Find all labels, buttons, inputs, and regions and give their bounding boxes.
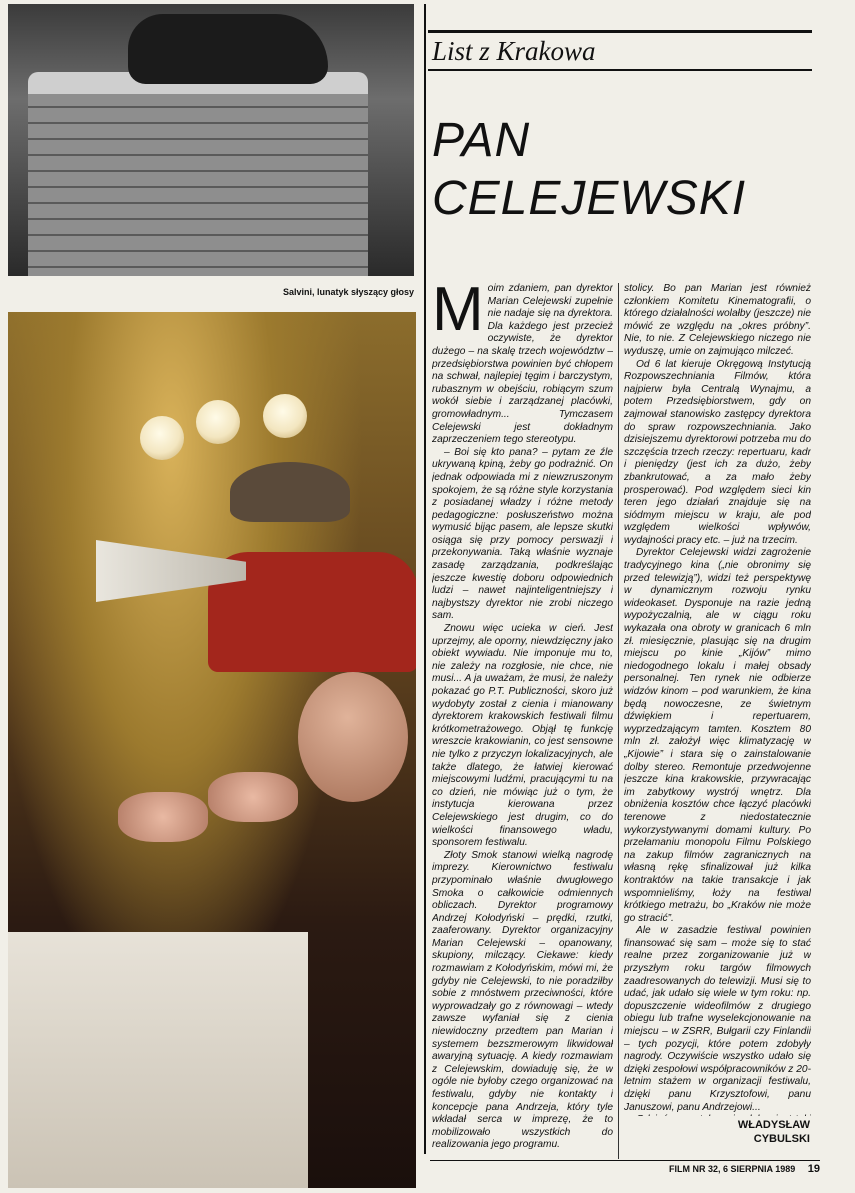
- headline: [432, 112, 812, 228]
- paragraph: Dyrektor Celejewski widzi zagrożenie tradycyjnego kina („nie obronimy się przed telewizją”), widzi też perspektywę w dynamicznym rozwoju rynku wideokaset. Dysponuje na razie jedną wypożyczalnią, ale w ciągu roku wykazała ona obroty w granicach 6 mln zł. miesięcznie, plasując się na drugim miejscu po kinie „Kijów” mimo niedogodnego lokalu i małej obsady personalnej. Ten rynek nie odbierze widzów kinom – pod warunkiem, że kina będą nowoczesne, ze świetnym dźwiękiem i repertuarem, wyprzedzającym tamten. Kosztem 80 mln zł. założył więc klimatyzację w „Kijowie” i stara się o zainstalowanie dolby stereo. Remontuje przedwojenne jeszcze kina krakowskie, przywracając im zabytkowy wystrój wnętrz. Dla obniżenia kosztów chce łączyć placówki terenowe z niedostatecznie wykorzystywanymi domami kultury. Po przełamaniu monopolu Filmu Polskiego na zakup filmów zagranicznych na własną rękę sfinalizował już kilka kontraktów na takie transakcje i jak wspomnieliśmy, łoży na festiwal krótkiego metrażu, bo „Kraków nie może go stracić”.: [624, 547, 811, 924]
- drop-cap: M: [432, 283, 484, 344]
- hands-shape: [118, 792, 208, 842]
- figure-shape: [128, 14, 328, 84]
- photo-caption: Salvini, lunatyk słyszący głosy: [282, 287, 414, 297]
- column-rule: [424, 4, 426, 1154]
- lamp-shape: [196, 400, 240, 444]
- paragraph: stolicy. Bo pan Marian jest również członkiem Komitetu Kinematografii, o którego działalności wolałby (jeszcze) nie mówić ze względu na „okres próbny”. Nie, to nie. Z Celejewskiego niczego nie wyduszę, umie on zajmująco milczeć.: [624, 283, 811, 357]
- headline-line: CELEJEWSKI: [432, 172, 747, 225]
- paragraph: Znowu więc ucieka w cień. Jest uprzejmy, ale oporny, niewdzięczny jako obiekt wywiadu. Nie imponuje mu to, nie zależy na rozgłosie, nie chce, nie musi... A ja uważam, że musi, że należy pokazać go P.T. Publiczności, skoro już wydobyty został z cienia i mianowany dyrektorem krakowskich festiwali filmu krótkometrażowego. Objął tę funkcję wreszcie krakowianin, co jest sensowne nie tylko z przyczyn lokalizacyjnych, ale także dlatego, że łatwiej kierować miejscowymi ludźmi, pracującymi tu na co dzień, nie mówiąc już o tym, że instytucja kierowana przez Celejewskiego jest drugim, co do wielkości finansowego władu, sponsorem festiwalu.: [432, 623, 613, 849]
- table-shape: [8, 932, 308, 1188]
- page-footer: [430, 1160, 820, 1175]
- page-number: 19: [807, 1163, 820, 1175]
- hat-shape: [230, 462, 350, 522]
- paragraph: Od 6 lat kieruje Okręgową Instytucją Rozpowszechniania Filmów, która najpierw była Centralą Wynajmu, a potem Przedsiębiorstwem, gdy on zajmował stanowisko zastępcy dyrektora do spraw rozpowszechniania. Jako dzisiejszemu dyrektorowi potrzeba mu do szczęścia trzech rzeczy: repertuaru, kadr i pieniędzy (jest ich za dużo, żeby zbankrutować, a za mało żeby prosperować). Pod względem sieci kin teren jego działań znajduje się na siódmym miejscu w kraju, ale pod względem wielkości wpływów, wydajności pracy etc. – już na trzecim.: [624, 358, 811, 546]
- hands-shape: [208, 772, 298, 822]
- well-shape: [28, 72, 368, 276]
- paragraph: [624, 1114, 811, 1116]
- paragraph: oim zdaniem, pan dyrektor Marian Celejewski zupełnie nie nadaje się na dyrektora. Dla każdego jest przecież oczywiste, że dyrektor dużego – na skalę trzech województw – przedsiębiorstwa powinien być chłopem na schwał, najlepiej tęgim i barczystym, rubasznym w obejściu, robiącym szum wokół siebie i zarządzanej placówki, gromowładnym... Tymczasem Celejewski jest dokładnym zaprzeczeniem tego stereotypu.: [432, 283, 613, 446]
- author-last-name: CYBULSKI: [753, 1133, 810, 1145]
- paragraph: – Boi się kto pana? – pytam ze źle ukrywaną kpiną, żeby go podrażnić. On jednak odpowiada mi z niewzruszonym spokojem, że są różne style korzystania z posiadanej władzy i różne metody pedagogiczne: posłuszeństwo można wymusić bijąc pasem, ale lepsze skutki osiąga się przy pomocy perswazji i przekonywania. Taką właśnie wyznaje zasadę zarządzania, podkreślając jeszcze kwestię doboru odpowiednich ludzi – nawet najinteligentniejszy i najbystszy dyrektor nie zrobi niczego sam.: [432, 446, 613, 622]
- photo-festival-audience: [8, 312, 416, 1188]
- author-byline: [680, 1118, 810, 1146]
- photo-actor-at-well: [8, 4, 414, 276]
- issue-info: FILM NR 32, 6 SIERPNIA 1989: [669, 1164, 796, 1174]
- article-column-1: [432, 283, 613, 1150]
- section-title: List z Krakowa: [428, 30, 812, 71]
- head-shape: [298, 672, 408, 802]
- author-first-name: WŁADYSŁAW: [737, 1119, 810, 1131]
- paragraph: Ale w zasadzie festiwal powinien finansować się sam – może się to stać realne przez zorganizowanie już w przyszłym roku targów filmowych zaadresowanych do telewizji. Musi się to udać, jak udało się wiele w tym roku: np. dopuszczenie wideofilmów z drugiego obiegu lub trafne wyselekcjonowanie na miejscu – w ZSRR, Bułgarii czy Finlandii – tych pozycji, które potem zdobyły nagrody. Oczywiście wszystko udało się dzięki zespołowi współpracowników z 20-letnim stażem w organizacji festiwalu, dzięki panu Krzysztofowi, panu Januszowi, panu Andrzejowi...: [624, 925, 811, 1113]
- column-rule: [618, 283, 619, 1159]
- paragraph: Złoty Smok stanowi wielką nagrodę imprezy. Kierownictwo festiwalu przypominało właśnie dwugłowego Smoka o całkowicie odmiennych obliczach. Dyrektor programowy Andrzej Kołodyński – prędki, rzutki, zaaferowany. Dyrektor organizacyjny Marian Celejewski – opanowany, skupiony, milczący. Ciekawe: kiedy rozmawiam z Kołodyńskim, mówi mi, że gdyby nie Celejewski, to nie poradziłby sobie z mnóstwem przeciwności, które wyprowadzały go z równowagi – wtedy zawsze wyfaniał się z cienia niewidoczny przedtem pan Marian i systemem bezszmerowym likwidował awaryjną sytuację. A kiedy rozmawiam z Celejewskim, dowiaduję się, że w ogóle nie byłoby czego organizować na festiwalu, gdyby nie kontakty i koncepcje pana Andrzeja, który tyle wkładał serca w imprezę, że to mobilizowało wszystkich do realizowania jego programu.: [432, 849, 613, 1150]
- headline-line: PAN: [432, 114, 531, 167]
- article-column-2: [624, 283, 811, 1116]
- lamp-shape: [140, 416, 184, 460]
- lamp-shape: [263, 394, 307, 438]
